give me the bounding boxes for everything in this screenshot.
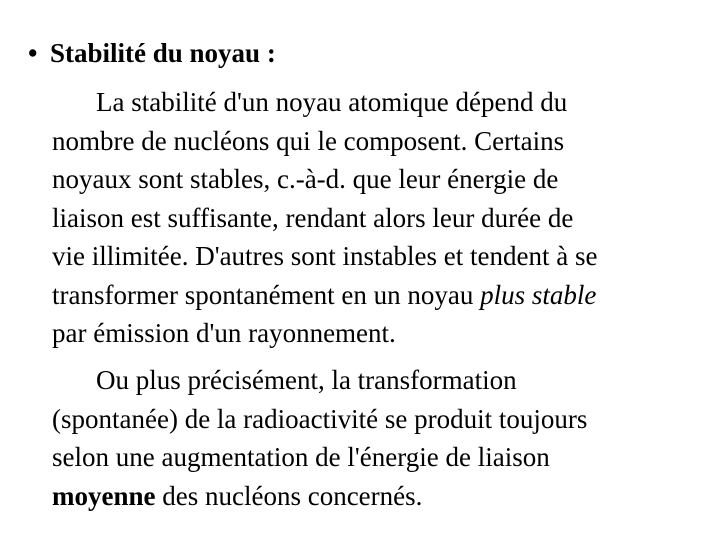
bullet-icon: • xyxy=(28,38,38,68)
text-line: liaison est suffisante, rendant alors leur durée de xyxy=(52,202,574,233)
bullet-heading xyxy=(28,33,276,73)
text-line xyxy=(52,477,712,516)
text-line xyxy=(52,276,712,315)
text-line: noyaux sont stables, c.-à-d. que leur énergie de xyxy=(52,164,559,194)
text-segment: transformer spontanément en un noyau xyxy=(52,279,481,310)
text-line: par émission d'un rayonnement. xyxy=(52,318,396,348)
text-line: Ou plus précisément, la transformation xyxy=(96,365,517,395)
bold-text: moyenne xyxy=(52,480,156,511)
text-line: vie illimitée. D'autres sont instables et tendent à se xyxy=(52,241,598,271)
text-line: selon une augmentation de l'énergie de liaison xyxy=(52,442,550,472)
text-line: (spontanée) de la radioactivité se produit toujours xyxy=(52,403,588,434)
emphasis-text: plus stable xyxy=(480,279,597,310)
heading-title: Stabilité du noyau : xyxy=(50,38,276,68)
paragraph-stability xyxy=(52,83,712,353)
text-line: nombre de nucléons qui le composent. Certains xyxy=(52,125,565,156)
text-line: La stabilité d'un noyau atomique dépend du xyxy=(96,87,568,117)
text-segment: des nucléons concernés. xyxy=(155,480,423,511)
paragraph-radioactivity xyxy=(52,361,712,515)
